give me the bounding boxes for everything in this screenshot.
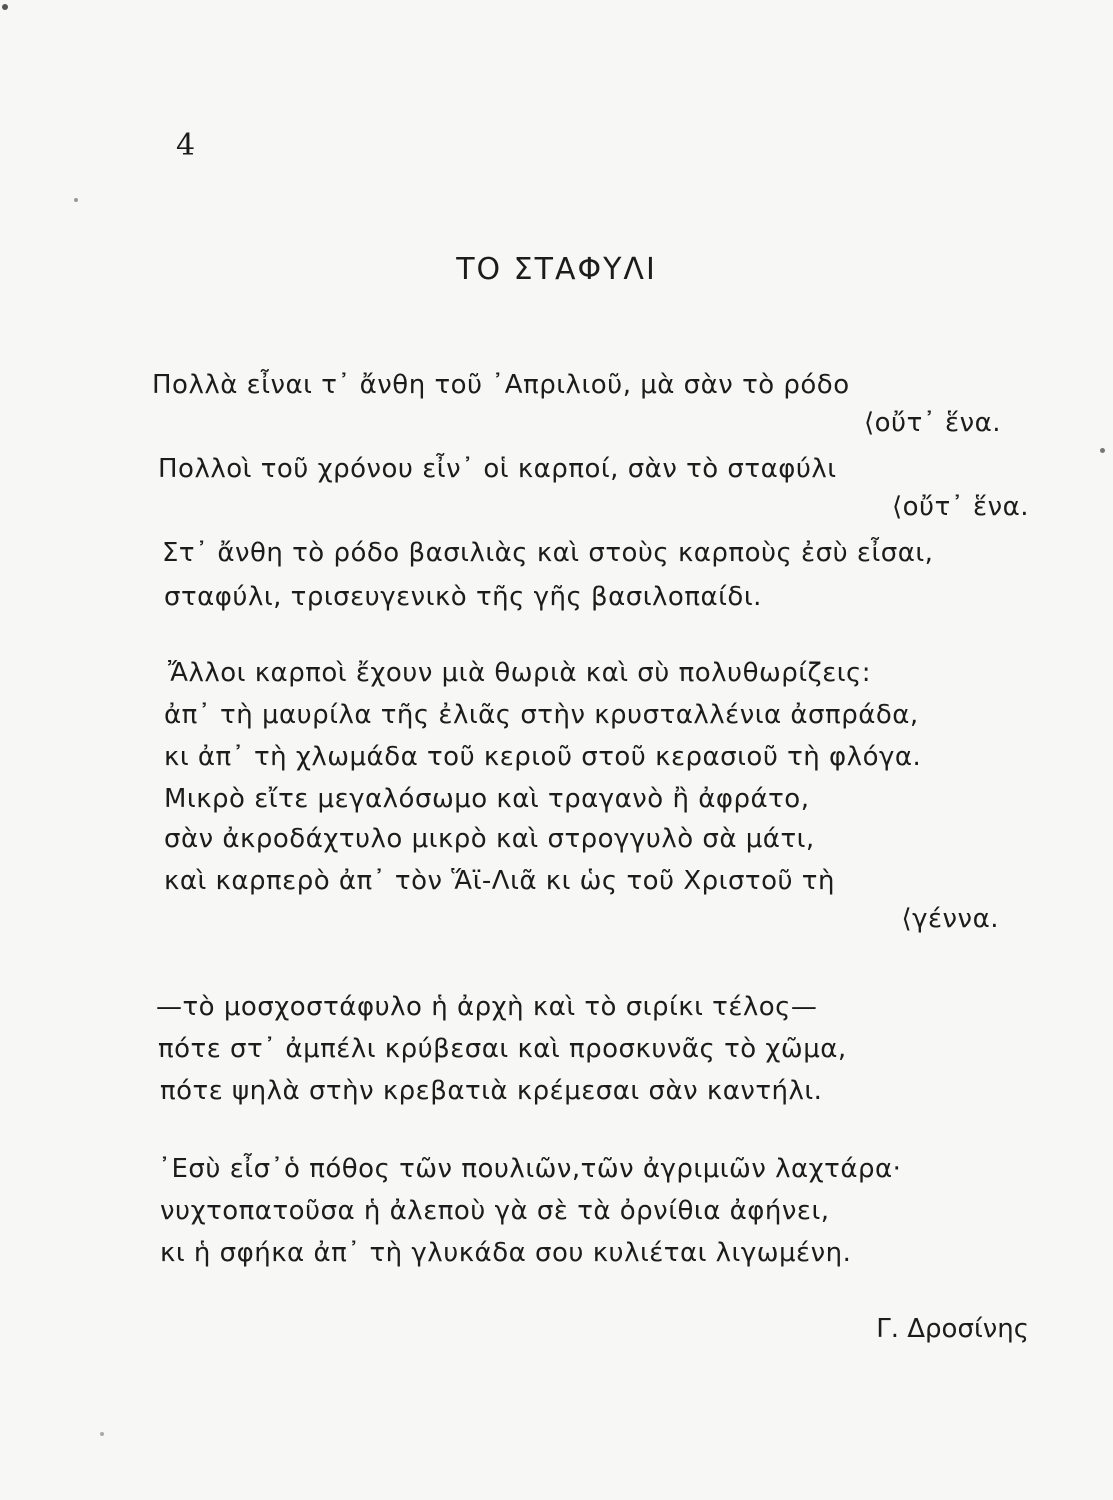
scan-speck — [100, 1432, 104, 1436]
poem-line: σὰν ἀκροδάχτυλο μικρὸ καὶ στρογγυλὸ σὰ μάτι, — [164, 824, 815, 854]
poem-line: νυχτοπατοῦσα ἡ ἀλεποὺ γὰ σὲ τὰ ὀρνίθια ἀφήνει, — [160, 1196, 830, 1226]
poem-line: Στ᾽ ἄνθη τὸ ρόδο βασιλιὰς καὶ στοὺς καρποὺς ἐσὺ εἶσαι, — [162, 538, 934, 568]
scan-speck — [74, 198, 78, 202]
page-number: 4 — [176, 128, 196, 163]
poem-line: σταφύλι, τρισευγενικὸ τῆς γῆς βασιλοπαίδι. — [164, 582, 762, 612]
poem-line-continuation: ⟨οὔτ᾽ ἕνα. — [892, 492, 1029, 522]
poem-line: Πολλοὶ τοῦ χρόνου εἶν᾽ οἱ καρποί, σὰν τὸ σταφύλι — [158, 454, 837, 484]
poem-line: καὶ καρπερὸ ἀπ᾽ τὸν Ἅϊ-Λιᾶ κι ὡς τοῦ Χριστοῦ τὴ — [164, 866, 835, 896]
poem-line: κι ἀπ᾽ τὴ χλωμάδα τοῦ κεριοῦ στοῦ κερασιοῦ τὴ φλόγα. — [164, 742, 922, 772]
poem-line-continuation: ⟨γέννα. — [901, 904, 999, 934]
poem-line: ᾽Εσὺ εἶσ᾽ὁ πόθος τῶν πουλιῶν,τῶν ἀγριμιῶν λαχτάρα· — [158, 1154, 902, 1184]
poem-line: Πολλὰ εἶναι τ᾽ ἄνθη τοῦ ᾽Απριλιοῦ, μὰ σὰν τὸ ρόδο — [152, 370, 850, 400]
poem-line: κι ἡ σφήκα ἀπ᾽ τὴ γλυκάδα σου κυλιέται λιγωμένη. — [160, 1238, 852, 1268]
poem-line: Μικρὸ εἴτε μεγαλόσωμο καὶ τραγανὸ ἢ ἀφράτο, — [164, 784, 810, 814]
poem-line-continuation: ⟨οὔτ᾽ ἕνα. — [864, 408, 1001, 438]
scan-speck — [1100, 448, 1105, 453]
poem-line: ἀπ᾽ τὴ μαυρίλα τῆς ἐλιᾶς στὴν κρυσταλλένια ἀσπράδα, — [164, 700, 919, 730]
poem-line: —τὸ μοσχοστάφυλο ἡ ἀρχὴ καὶ τὸ σιρίκι τέλος— — [156, 992, 818, 1022]
author-signature: Γ. Δροσίνης — [876, 1314, 1029, 1344]
scan-speck — [2, 4, 8, 10]
poem-title: ΤΟ ΣΤΑΦΥΛΙ — [456, 252, 657, 287]
poem-line: πότε ψηλὰ στὴν κρεβατιὰ κρέμεσαι σὰν καντήλι. — [160, 1076, 823, 1106]
poem-line: πότε στ᾽ ἀμπέλι κρύβεσαι καὶ προσκυνᾶς τὸ χῶμα, — [158, 1034, 847, 1064]
poem-line: Ἄλλοι καρποὶ ἔχουν μιὰ θωριὰ καὶ σὺ πολυθωρίζεις: — [168, 658, 872, 688]
